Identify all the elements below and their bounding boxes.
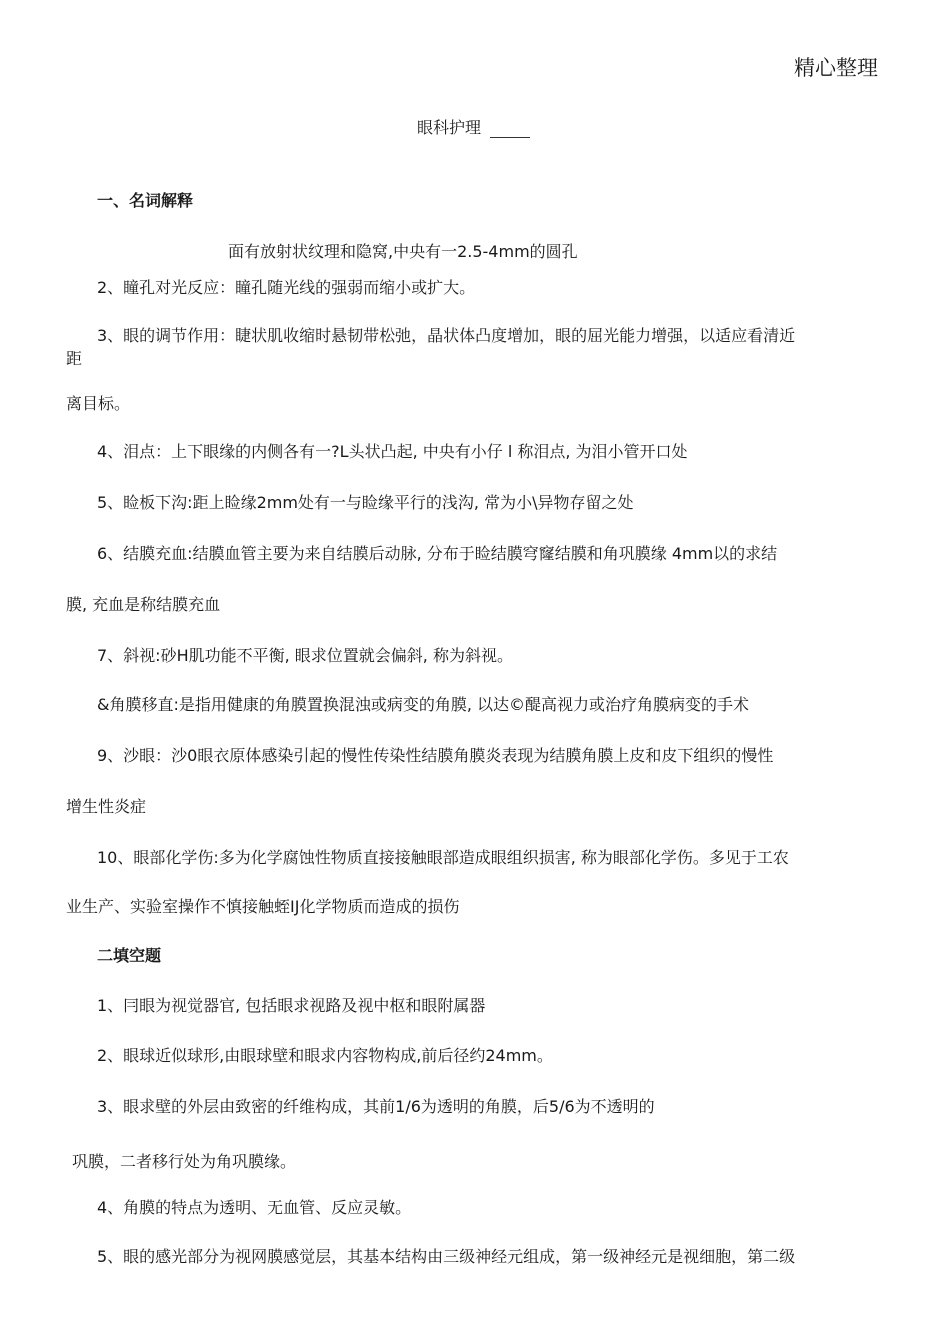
- definition-line: 7、斜视:砂H肌功能不平衡, 眼求位置就会偏斜, 称为斜视。: [97, 646, 513, 665]
- definition-line: 面有放射状纹理和隐窝,中央有一2.5-4mm的圆孔: [228, 242, 578, 261]
- definition-line: 离目标。: [66, 394, 131, 413]
- definition-line: 3、眼的调节作用：睫状肌收缩时悬韧带松弛，晶状体凸度增加，眼的屈光能力增强，以适应看清近: [97, 326, 796, 345]
- definition-line: &角膜移直:是指用健康的角膜置换混浊或病变的角膜, 以达©醍高视力或治疗角膜病变的手术: [97, 695, 750, 714]
- definition-line: 9、沙眼：沙0眼衣原体感染引起的慢性传染性结膜角膜炎表现为结膜角膜上皮和皮下组织的慢性: [97, 746, 774, 765]
- definition-line: 6、结膜充血:结膜血管主要为来自结膜后动脉, 分布于睑结膜穹窿结膜和角巩膜缘 4mm以的求结: [97, 544, 778, 563]
- definition-line: 增生性炎症: [66, 797, 147, 816]
- fill-in-line: 5、眼的感光部分为视网膜感觉层，其基本结构由三级神经元组成，第一级神经元是视细胞，第二级: [97, 1247, 796, 1266]
- header-note: 精心整理: [794, 56, 878, 80]
- fill-in-line: 2、眼球近似球形,由眼球壁和眼求内容物构成,前后径约24mm。: [97, 1046, 553, 1065]
- fill-in-line: 3、眼求壁的外层由致密的纤维构成，其前1/6为透明的角膜，后5/6为不透明的: [97, 1097, 655, 1116]
- document-title: 眼科护理: [417, 118, 482, 137]
- definition-line: 膜, 充血是称结膜充血: [66, 595, 221, 614]
- definition-line: 10、眼部化学伤:多为化学腐蚀性物质直接接触眼部造成眼组织损害, 称为眼部化学伤。多见于工农: [97, 848, 789, 867]
- definition-line: 5、睑板下沟:距上睑缘2mm处有一与睑缘平行的浅沟, 常为小\异物存留之处: [97, 493, 634, 512]
- definition-line: 4、泪点：上下眼缘的内侧各有一?L头状凸起, 中央有小仔 l 称泪点, 为泪小管开口处: [97, 442, 688, 461]
- fill-in-line: 巩膜，二者移行处为角巩膜缘。: [72, 1152, 297, 1171]
- fill-in-line: 4、角膜的特点为透明、无血管、反应灵敏。: [97, 1198, 412, 1217]
- definition-line: 业生产、实验室操作不慎接触蛭IJ化学物质而造成的损伤: [66, 897, 460, 916]
- section-heading-fill-in: 二填空题: [97, 946, 162, 965]
- title-underline: [490, 137, 530, 138]
- definition-line: 距: [66, 349, 83, 368]
- definition-line: 2、瞳孔对光反应：瞳孔随光线的强弱而缩小或扩大。: [97, 278, 476, 297]
- section-heading-definitions: 一、名词解释: [97, 191, 194, 210]
- fill-in-line: 1、冃眼为视觉器官, 包括眼求视路及视中枢和眼附属器: [97, 996, 486, 1015]
